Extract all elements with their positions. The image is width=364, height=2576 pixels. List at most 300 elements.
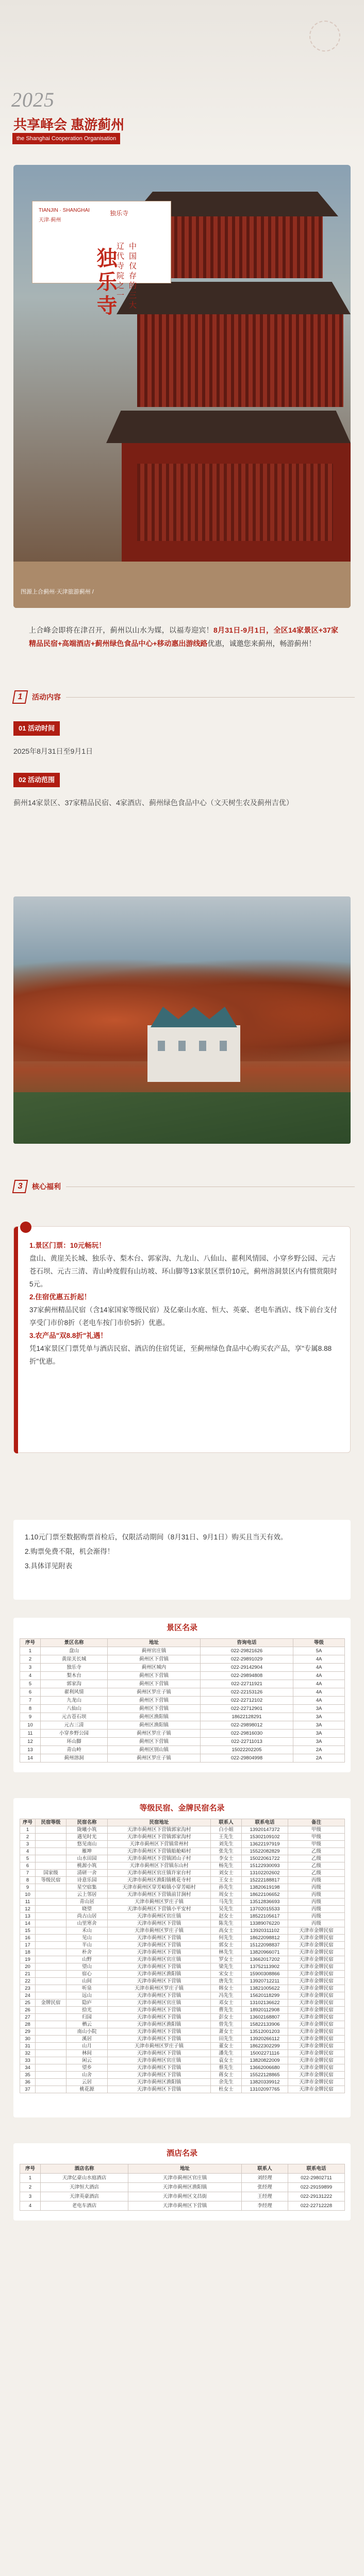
- table-cell: 天津市蓟州区下营镇: [108, 1942, 211, 1949]
- table-cell: 7: [20, 1870, 36, 1877]
- table-header-cell: 联系人: [211, 1819, 242, 1826]
- table-cell: 5A: [293, 1647, 345, 1655]
- section-number: 1: [12, 690, 28, 704]
- table-cell: 冯先生: [211, 1992, 242, 1999]
- table-cell: 022-22711013: [201, 1738, 293, 1746]
- table-cell: 12: [20, 1738, 41, 1746]
- table-row: [20, 1870, 345, 1877]
- table-cell: 15022061722: [242, 1855, 288, 1862]
- table-cell: 蓟州区罗庄子镇: [108, 1754, 201, 1762]
- table-cell: 天津市金牌民宿: [288, 2028, 345, 2036]
- table-cell: 蓟州区罗庄子镇: [108, 1688, 201, 1697]
- table-cell: 乙级: [288, 1870, 345, 1877]
- table-cell: 15900308866: [242, 1971, 288, 1978]
- table-cell: 罗女士: [211, 1956, 242, 1963]
- table-cell: 蓟州区渔阳镇: [108, 1721, 201, 1730]
- table-cell: 桃花源: [67, 2086, 108, 2093]
- table-cell: 天津市蓟州区渔阳镇: [108, 1971, 211, 1978]
- table-row: [20, 2028, 345, 2036]
- table-cell: 赵女士: [211, 1913, 242, 1920]
- table-cell: 022-22153126: [201, 1688, 293, 1697]
- table-cell: 星空宿集: [67, 1884, 108, 1891]
- table-header-cell: 咨询电话: [201, 1639, 293, 1647]
- table-cell: 陈先生: [211, 1920, 242, 1927]
- table-cell: 13820339912: [242, 2079, 288, 2086]
- table-row: [20, 2007, 345, 2014]
- table-cell: 李经理: [242, 2201, 288, 2211]
- table-cell: 3A: [293, 1705, 345, 1713]
- table-row: [20, 1664, 345, 1672]
- table-cell: 022-22712228: [288, 2201, 345, 2211]
- table-cell: 韩女士: [211, 1985, 242, 1992]
- table-row: [20, 1848, 345, 1855]
- table-cell: 蓟州区下营镇: [108, 1655, 201, 1664]
- table-cell: 杨先生: [211, 1862, 242, 1870]
- table-row: [20, 1754, 345, 1762]
- table-cell: 王女士: [211, 1877, 242, 1884]
- table-row: [20, 1855, 345, 1862]
- table-cell: 2: [20, 2183, 41, 2192]
- table-cell: 丙级: [288, 1906, 345, 1913]
- table-cell: 天津市蓟州区下营镇常州村: [108, 1841, 211, 1848]
- table-cell: [36, 1862, 67, 1870]
- table-cell: 悠见南山: [67, 1841, 108, 1848]
- table-cell: 18: [20, 1949, 36, 1956]
- table-header-cell: 民宿名称: [67, 1819, 108, 1826]
- table-cell: 13752113902: [242, 1963, 288, 1971]
- section-benefits-title: [13, 1180, 355, 1193]
- benefit-3-text: 凭14家景区门票凭单与酒店民宿、酒店的住宿凭证，至蓟州绿色食品中心购买农产品，享"专属8.88折"优惠。: [29, 1345, 332, 1365]
- table-cell: [36, 1985, 67, 1992]
- table-cell: 18622128291: [201, 1713, 293, 1721]
- table-cell: 5: [20, 1680, 41, 1688]
- table-row: [20, 1985, 345, 1992]
- table-cell: 4A: [293, 1680, 345, 1688]
- table-row: [20, 2079, 345, 2086]
- table-cell: 蓟州官庄镇: [108, 1647, 201, 1655]
- table-header-row: [20, 1819, 345, 1826]
- intro-highlight: 8月31日-9月1日，全区14家景区+37家精品民宿+高端酒店+蓟州绿色食品中心+移动惠出游线路: [29, 626, 339, 648]
- table-cell: 天津市蓟州区下营镇: [108, 2050, 211, 2057]
- table-cell: 梨木台: [41, 1672, 108, 1680]
- table-cell: 2: [20, 1834, 36, 1841]
- table-cell: 天津市蓟州区下营镇: [108, 1992, 211, 1999]
- table-cell: 13: [20, 1913, 36, 1920]
- table-cell: 蓟州区下营镇: [108, 1680, 201, 1688]
- table-cell: 老电车酒店: [41, 2201, 128, 2211]
- table-row: [20, 1971, 345, 1978]
- table-cell: 萧女士: [211, 2028, 242, 2036]
- table-row: [20, 1841, 345, 1848]
- table-row: [20, 1963, 345, 1971]
- table-cell: 吴先生: [211, 1906, 242, 1913]
- section-divider: [66, 697, 355, 698]
- table-cell: 望山: [67, 1963, 108, 1971]
- table-cell: 13820822009: [242, 2057, 288, 2064]
- table-cell: 022-29159899: [288, 2183, 345, 2192]
- table-cell: 13102136622: [242, 1999, 288, 2007]
- table-cell: [36, 2036, 67, 2043]
- table-cell: 遇见时光: [67, 1834, 108, 1841]
- table-cell: 青山居: [67, 1899, 108, 1906]
- table-cell: 天津市蓟州区下营镇: [108, 2036, 211, 2043]
- hero-image: [13, 165, 351, 608]
- table-cell: 4: [20, 1848, 36, 1855]
- table-cell: 11: [20, 1899, 36, 1906]
- table-cell: 13: [20, 1746, 41, 1754]
- table-row: [20, 1884, 345, 1891]
- table-cell: 天津市蓟州区下营镇东山村: [108, 1862, 211, 1870]
- table-cell: 15522082829: [242, 1848, 288, 1855]
- table-cell: 13512001203: [242, 2028, 288, 2036]
- table-cell: 天津市金牌民宿: [288, 2050, 345, 2057]
- table-row: [20, 1999, 345, 2007]
- table-cell: 3A: [293, 1713, 345, 1721]
- table-cell: [36, 1841, 67, 1848]
- table-row: [20, 1647, 345, 1655]
- table-cell: 山间: [67, 1978, 108, 1985]
- table-cell: 丙级: [288, 1913, 345, 1920]
- table-cell: 022-22711921: [201, 1680, 293, 1688]
- table-header-cell: 等级: [293, 1639, 345, 1647]
- temple-doors: [137, 464, 333, 541]
- table-cell: 丙级: [288, 1899, 345, 1906]
- table-cell: 甲级: [288, 1834, 345, 1841]
- card-accent-bar: [14, 1227, 18, 1453]
- table-cell: 13662006680: [242, 2064, 288, 2072]
- table-cell: 天津市蓟州区官庄镇许家台村: [108, 1870, 211, 1877]
- table-header-cell: 序号: [20, 1639, 41, 1647]
- table-cell: 隐庐: [67, 1999, 108, 2007]
- table-cell: 23: [20, 1985, 36, 1992]
- section-activity-title: [13, 690, 355, 704]
- table-cell: 刘先生: [211, 1841, 242, 1848]
- table-row: [20, 1705, 345, 1713]
- table-cell: 天津市蓟州区下营镇: [108, 2028, 211, 2036]
- table-cell: 022-29821626: [201, 1647, 293, 1655]
- table-cell: 4: [20, 1672, 41, 1680]
- table-cell: 天津市蓟州区下营镇: [108, 1963, 211, 1971]
- table-cell: 天津市蓟州区文昌街: [128, 2192, 242, 2201]
- table-cell: 半山: [67, 1942, 108, 1949]
- table-cell: 5: [20, 1855, 36, 1862]
- table-cell: 乙级: [288, 1862, 345, 1870]
- table-cell: 青山岭: [41, 1746, 108, 1754]
- table-cell: [36, 1884, 67, 1891]
- table-cell: [36, 1920, 67, 1927]
- temple-roof-middle: [117, 278, 351, 314]
- table-row: [20, 2057, 345, 2064]
- table-cell: 19: [20, 1956, 36, 1963]
- table-cell: 丙级: [288, 1920, 345, 1927]
- hotel-table-card: [13, 2143, 351, 2221]
- table-cell: 八仙山: [41, 1705, 108, 1713]
- table-cell: 乙级: [288, 1848, 345, 1855]
- table-cell: 尚古山居: [67, 1913, 108, 1920]
- table-cell: 田先生: [211, 2036, 242, 2043]
- hero-info-line3: 独乐寺: [110, 210, 129, 217]
- table-cell: 天津市金牌民宿: [288, 1927, 345, 1935]
- table-row: [20, 1746, 345, 1754]
- table-cell: 天津市蓟州区下营镇: [128, 2201, 242, 2211]
- header-year: 2025: [11, 88, 55, 111]
- table-cell: 蓟州区渔阳镇: [108, 1713, 201, 1721]
- table-cell: 天津市蓟州区官庄镇: [128, 2174, 242, 2183]
- temple-roof-lower: [106, 407, 351, 443]
- table-cell: 天津市蓟州区下营镇: [108, 1978, 211, 1985]
- table-row: [20, 1891, 345, 1899]
- table-cell: 27: [20, 2014, 36, 2021]
- table-cell: 天津市金牌民宿: [288, 2072, 345, 2079]
- table-cell: 13821005622: [242, 1985, 288, 1992]
- table-cell: 天津市蓟州区罗庄子镇: [108, 1927, 211, 1935]
- table-cell: 高女士: [211, 1927, 242, 1935]
- table-cell: 天津市蓟州区渔阳镇: [108, 2021, 211, 2028]
- table-cell: 金牌民宿: [36, 1999, 67, 2007]
- table-cell: 盘山: [41, 1647, 108, 1655]
- table-cell: 6: [20, 1688, 41, 1697]
- table-cell: [36, 1834, 67, 1841]
- castle-window: [199, 1041, 206, 1051]
- activity-scope-heading: 02 活动范围: [13, 773, 60, 787]
- table-row: [20, 1697, 345, 1705]
- hotel-table: [20, 2164, 345, 2211]
- table-cell: 25: [20, 1999, 36, 2007]
- table-cell: 王经理: [242, 2192, 288, 2201]
- castle-landscape-photo: [13, 896, 351, 1144]
- castle-window: [220, 1041, 227, 1051]
- table-cell: 7: [20, 1697, 41, 1705]
- table-cell: 天津市蓟州区下营镇: [108, 1949, 211, 1956]
- table-cell: 34: [20, 2064, 36, 2072]
- header-tag: the Shanghai Cooperation Organisation: [12, 133, 120, 144]
- table-cell: 022-29131222: [288, 2192, 345, 2201]
- table-cell: 16: [20, 1935, 36, 1942]
- table-row: [20, 2036, 345, 2043]
- table-cell: 张经理: [242, 2183, 288, 2192]
- table-cell: 9: [20, 1713, 41, 1721]
- table-cell: 归园: [67, 2014, 108, 2021]
- table-cell: 乙级: [288, 1855, 345, 1862]
- table-cell: 17: [20, 1942, 36, 1949]
- temple-ground: [13, 562, 351, 608]
- table-row: [20, 1738, 345, 1746]
- table-cell: 10: [20, 1721, 41, 1730]
- table-cell: 15002271116: [242, 2050, 288, 2057]
- table-row: [20, 2183, 345, 2192]
- table-cell: 15222188817: [242, 1877, 288, 1884]
- castle-building: [147, 1025, 240, 1082]
- table-cell: 天津市金牌民宿: [288, 2086, 345, 2093]
- table-row: [20, 1906, 345, 1913]
- table-cell: 1: [20, 1826, 36, 1834]
- table-cell: 3A: [293, 1730, 345, 1738]
- homestay-table-card: [13, 1798, 351, 2117]
- table-row: [20, 1935, 345, 1942]
- table-row: [20, 2174, 345, 2183]
- table-cell: 4A: [293, 1697, 345, 1705]
- table-cell: [36, 2028, 67, 2036]
- table-header-row: [20, 1639, 345, 1647]
- table-cell: [36, 1935, 67, 1942]
- table-cell: 宿心: [67, 1971, 108, 1978]
- table-cell: 1: [20, 2174, 41, 2183]
- section-label: 核心福利: [32, 1182, 61, 1191]
- intro-paragraph: [29, 623, 338, 650]
- table-row: [20, 1834, 345, 1841]
- table-cell: 蓟州区罗庄子镇: [108, 1730, 201, 1738]
- table-cell: 3A: [293, 1738, 345, 1746]
- table-cell: 21: [20, 1971, 36, 1978]
- table-cell: 望乡: [67, 2064, 108, 2072]
- table-cell: 南山小院: [67, 2028, 108, 2036]
- benefit-2-heading: 2.住宿优惠五折起！: [29, 1293, 91, 1301]
- table-cell: [36, 1855, 67, 1862]
- table-cell: 陇曦小筑: [67, 1826, 108, 1834]
- table-cell: 022-22712901: [201, 1705, 293, 1713]
- table-cell: 天津恒大酒店: [41, 2183, 128, 2192]
- table-cell: 蓟州区下营镇: [108, 1697, 201, 1705]
- table-cell: 清研一舍: [67, 1870, 108, 1877]
- table-cell: 3: [20, 1841, 36, 1848]
- table-row: [20, 1956, 345, 1963]
- table-cell: [36, 1891, 67, 1899]
- table-cell: 王先生: [211, 1834, 242, 1841]
- table-cell: 13602168807: [242, 2014, 288, 2021]
- table-cell: 等级民宿: [36, 1877, 67, 1884]
- table-cell: [36, 1971, 67, 1978]
- table-cell: 022-29816030: [201, 1730, 293, 1738]
- table-cell: 国家级: [36, 1870, 67, 1877]
- table-cell: 15122930093: [242, 1862, 288, 1870]
- hero-info-line2: 天津·蓟州: [39, 217, 61, 223]
- table-cell: 33: [20, 2057, 36, 2064]
- hero-caption: 图源上合蓟州·天津旅游蓟州 /: [21, 589, 94, 595]
- table-cell: 13622197919: [242, 1841, 288, 1848]
- table-cell: 天津市金牌民宿: [288, 2079, 345, 2086]
- table-cell: 云居: [67, 2079, 108, 2086]
- table-cell: 天津市金牌民宿: [288, 2043, 345, 2050]
- table-cell: [36, 1949, 67, 1956]
- table-cell: 天津市蓟州区下营镇郭家沟村: [108, 1834, 211, 1841]
- table-cell: 远山: [67, 1992, 108, 1999]
- table-row: [20, 1655, 345, 1664]
- table-header-cell: 民宿地址: [108, 1819, 211, 1826]
- table-cell: 曹先生: [211, 2007, 242, 2014]
- table-row: [20, 1680, 345, 1688]
- temple-middle-lattice: [137, 314, 343, 407]
- table-cell: [36, 1992, 67, 1999]
- table-cell: 31: [20, 2043, 36, 2050]
- table-cell: 18622106652: [242, 1891, 288, 1899]
- table-header-cell: 序号: [20, 1819, 36, 1826]
- table-cell: 彭女士: [211, 2014, 242, 2021]
- table-cell: [36, 1956, 67, 1963]
- temple-upper-lattice: [153, 216, 323, 278]
- table-cell: 丙级: [288, 1877, 345, 1884]
- table-cell: 栖云: [67, 2021, 108, 2028]
- table-cell: 天津亿豪山水庭酒店: [41, 2174, 128, 2183]
- table-header-row: [20, 2164, 345, 2174]
- table-cell: 2A: [293, 1746, 345, 1754]
- table-cell: 余先生: [211, 2079, 242, 2086]
- table-cell: 天津市蓟州区官庄镇: [108, 1999, 211, 2007]
- table-header-cell: 景区名称: [41, 1639, 108, 1647]
- table-row: [20, 1927, 345, 1935]
- table-cell: 闲云: [67, 2057, 108, 2064]
- table-cell: 朴舍: [67, 1949, 108, 1956]
- table-cell: 15620118299: [242, 1992, 288, 1999]
- table-cell: [36, 2072, 67, 2079]
- intro-text-end: 优惠，诚邀您来蓟州，畅游蓟州！: [207, 639, 316, 648]
- table-cell: 15302109102: [242, 1834, 288, 1841]
- table-cell: 18622302299: [242, 2043, 288, 2050]
- table-cell: 山水田园: [67, 1855, 108, 1862]
- table-cell: 8: [20, 1877, 36, 1884]
- table-cell: 曾先生: [211, 2021, 242, 2028]
- benefit-1-text: 盘山、黄崖关长城、独乐寺、梨木台、郭家沟、九龙山、八仙山、翟利风情园、小穿乡野公园、元古苍石坝、元古三清、青山岭度假有山坊坡、环山脚等13家景区票价10元，蓟州溶洞景区内有惯赏限时5元。: [29, 1255, 338, 1288]
- table-cell: 天津市蓟州区下营镇小平安村: [108, 1906, 211, 1913]
- table-cell: 10: [20, 1891, 36, 1899]
- table-row: [20, 1899, 345, 1906]
- hero-vertical-text-b: 辽代寺院之一: [115, 242, 124, 301]
- table-cell: 潘先生: [211, 2050, 242, 2057]
- table-cell: 4: [20, 2201, 41, 2211]
- note-3: 3.具体详见附表: [25, 1562, 73, 1570]
- table-header-cell: 联系电话: [288, 2164, 345, 2174]
- table-cell: 郭女士: [211, 1942, 242, 1949]
- table-cell: 天津市金牌民宿: [288, 2021, 345, 2028]
- table-cell: 18622098812: [242, 1935, 288, 1942]
- table-cell: 天津市金牌民宿: [288, 2036, 345, 2043]
- table-cell: 黄崖关长城: [41, 1655, 108, 1664]
- table-cell: 天津市蓟州区官庄镇: [108, 2057, 211, 2064]
- table-row: [20, 1826, 345, 1834]
- table-cell: [36, 1906, 67, 1913]
- table-cell: 李女士: [211, 1855, 242, 1862]
- pin-icon: [20, 1222, 31, 1233]
- table-row: [20, 2192, 345, 2201]
- table-cell: 天津市金牌民宿: [288, 1985, 345, 1992]
- table-cell: 32: [20, 2050, 36, 2057]
- table-cell: 天津市蓟州区渔阳镇: [108, 2079, 211, 2086]
- table-cell: 刘经理: [242, 2174, 288, 2183]
- table-cell: 13102097765: [242, 2086, 288, 2093]
- table-header-cell: 联系人: [242, 2164, 288, 2174]
- table-cell: 丙级: [288, 1891, 345, 1899]
- table-cell: 3: [20, 1664, 41, 1672]
- table-cell: 天津市金牌民宿: [288, 1963, 345, 1971]
- table-cell: 周女士: [211, 1891, 242, 1899]
- table-row: [20, 2072, 345, 2079]
- table-cell: 袁女士: [211, 2057, 242, 2064]
- table-cell: 翟利风情: [41, 1688, 108, 1697]
- table-cell: [36, 2064, 67, 2072]
- table-cell: 14: [20, 1920, 36, 1927]
- table-cell: 小穿乡野公园: [41, 1730, 108, 1738]
- table-header-cell: 民宿等级: [36, 1819, 67, 1826]
- table-cell: 天津市金牌民宿: [288, 1942, 345, 1949]
- table-cell: 022-22712102: [201, 1697, 293, 1705]
- table-cell: 天津市蓟州区罗庄子镇: [108, 1899, 211, 1906]
- table-cell: 15822133906: [242, 2021, 288, 2028]
- table-cell: 蓟州区下营镇: [108, 1672, 201, 1680]
- table-cell: 天津市蓟州区罗庄子镇: [108, 2043, 211, 2050]
- table-cell: 20: [20, 1963, 36, 1971]
- table-cell: 刘女士: [211, 1870, 242, 1877]
- activity-time-value: 2025年8月31日至9月1日: [13, 747, 93, 755]
- table-cell: 雁坤: [67, 1848, 108, 1855]
